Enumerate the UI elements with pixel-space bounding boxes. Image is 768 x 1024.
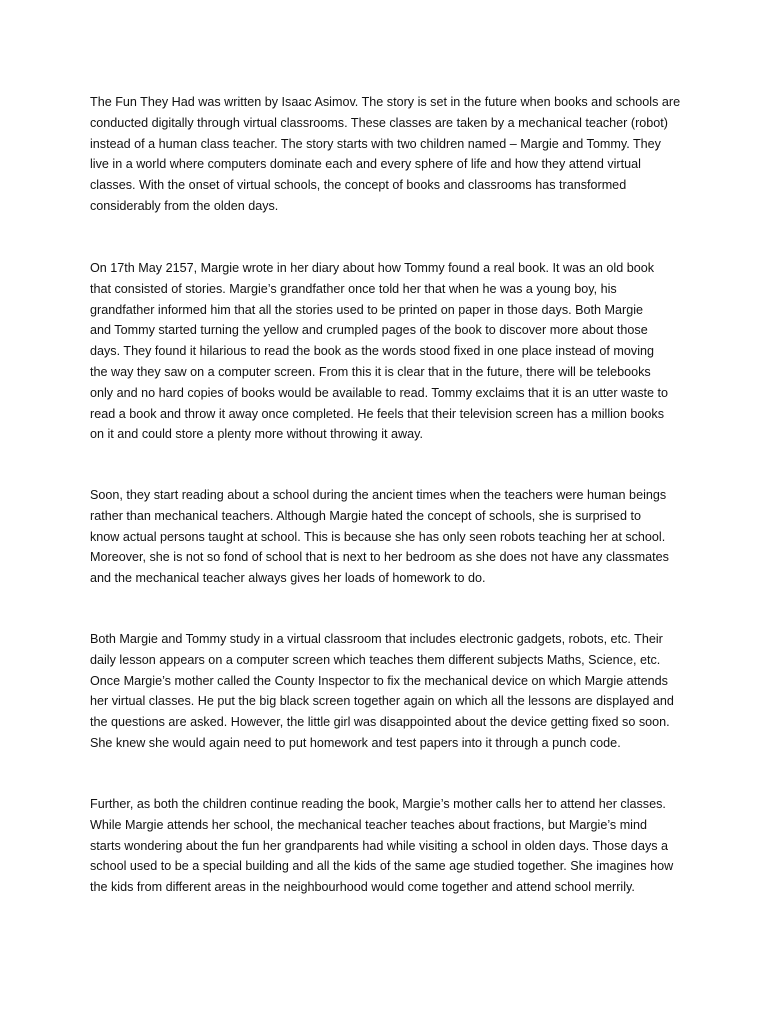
text-line: Both Margie and Tommy study in a virtual classroom that includes electronic gadgets, robots, etc. Their (90, 632, 663, 646)
text-line: starts wondering about the fun her grandparents had while visiting a school in olden days. Those days a (90, 838, 669, 853)
text-line: read a book and throw it away once completed. He feels that their television screen has a million books (90, 406, 665, 421)
text-line: and the mechanical teacher always gives her loads of homework to do. (90, 571, 486, 586)
text-line: Moreover, she is not so fond of school that is next to her bedroom as she does not have any classmates (90, 550, 669, 565)
text-line: days. They found it hilarious to read the book as the words stood fixed in one place instead of moving (90, 344, 655, 359)
text-line: Further, as both the children continue reading the book, Margie’s mother calls her to attend her classes. (90, 797, 666, 811)
paragraph-diary (90, 258, 682, 445)
text-line: and Tommy started turning the yellow and crumpled pages of the book to discover more about those (90, 323, 648, 338)
text-line: know actual persons taught at school. This is because she has only seen robots teaching her at school. (90, 529, 666, 544)
paragraph-conclusion (90, 794, 682, 898)
text-line: While Margie attends her school, the mechanical teacher teaches about fractions, but Margie’s mind (90, 817, 647, 832)
text-line: daily lesson appears on a computer screen which teaches them different subjects Maths, Science, etc. (90, 652, 661, 667)
text-line: instead of a human class teacher. The story starts with two children named – Margie and Tommy. They (90, 136, 661, 151)
text-line: On 17th May 2157, Margie wrote in her diary about how Tommy found a real book. It was an old book (90, 261, 654, 275)
text-line: considerably from the olden days. (90, 198, 279, 213)
text-line: rather than mechanical teachers. Although Margie hated the concept of schools, she is surprised to (90, 508, 641, 523)
text-line: The Fun They Had was written by Isaac Asimov. The story is set in the future when books and schools are (90, 95, 681, 109)
text-line: classes. With the onset of virtual schools, the concept of books and classrooms has transformed (90, 178, 627, 193)
paragraph-intro (90, 92, 682, 217)
text-line: the way they saw on a computer screen. From this it is clear that in the future, there will be telebooks (90, 364, 651, 379)
paragraph-ancient-school (90, 485, 682, 589)
text-line: Soon, they start reading about a school during the ancient times when the teachers were human beings (90, 488, 667, 502)
text-line: the kids from different areas in the neighbourhood would come together and attend school merrily. (90, 880, 635, 895)
text-line: her virtual classes. He put the big black screen together again on which all the lessons are displayed and (90, 694, 674, 709)
text-line: grandfather informed him that all the stories used to be printed on paper in those days. Both Margie (90, 302, 644, 317)
text-line: that consisted of stories. Margie’s grandfather once told her that when he was a young boy, his (90, 281, 617, 296)
paragraph-virtual-classroom (90, 629, 682, 754)
text-line: only and no hard copies of books would be available to read. Tommy exclaims that it is an utter waste to (90, 385, 668, 400)
text-line: Once Margie’s mother called the County Inspector to fix the mechanical device on which Margie attends (90, 673, 668, 688)
text-line: live in a world where computers dominate each and every sphere of life and how they attend virtual (90, 157, 641, 172)
text-line: on it and could store a plenty more without throwing it away. (90, 427, 423, 442)
text-line: She knew she would again need to put homework and test papers into it through a punch code. (90, 735, 621, 750)
text-line: conducted digitally through virtual classrooms. These classes are taken by a mechanical teacher (robot) (90, 115, 668, 130)
text-line: school used to be a special building and all the kids of the same age studied together. She imagines how (90, 859, 674, 874)
text-line: the questions are asked. However, the little girl was disappointed about the device getting fixed so soon. (90, 715, 670, 730)
